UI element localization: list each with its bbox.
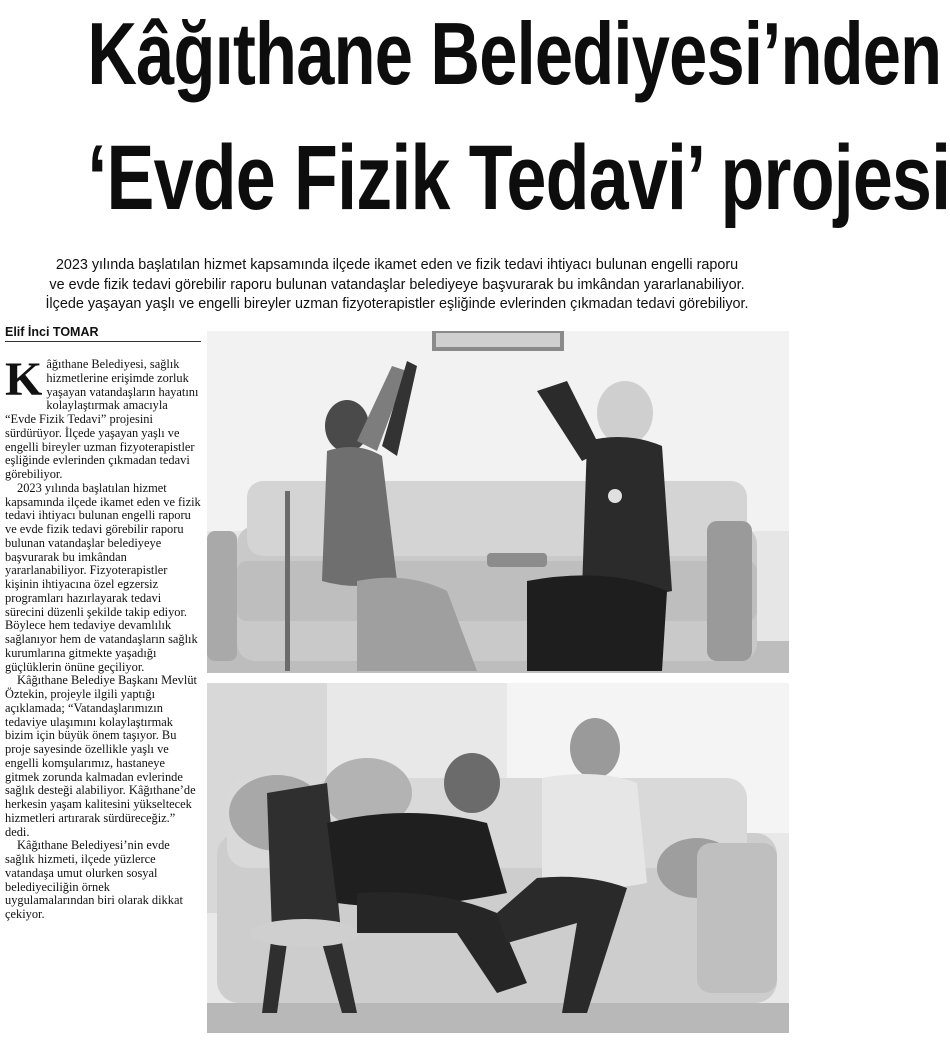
deck-summary: [10, 256, 784, 315]
paragraph-3: Kâğıthane Belediye Başkanı Mevlüt Öztekin, projeyle ilgili yaptığı açıklamada; “Vatandaşlarımızın tedaviye ulaşımını kolaylaştırmak bizim için büyük önem taşıyor. Bu proje sayesinde özellikle yaşlı ve engelli komşularımız, hastaneye gitmek zorunda kalmadan evlerinde sağlık desteği alabiliyor. Kâğıthane’de herkesin yaşam kalitesini yükseltecek hizmetleri artırarak sürdüreceğiz.” dedi.: [5, 673, 197, 839]
deck-line-1: 2023 yılında başlatılan hizmet kapsamında ilçede ikamet eden ve fizik tedavi ihtiyacı bulunan engelli raporu: [55, 257, 739, 273]
photo-physiotherapist-session: [207, 683, 789, 1033]
article-body: [5, 353, 201, 922]
photo-women-exercising: [207, 331, 789, 673]
byline: Elif İnci TOMAR: [5, 325, 201, 342]
headline-line-2: ‘Evde Fizik Tedavi’ projesi: [87, 127, 950, 229]
deck-line-3: İlçede yaşayan yaşlı ve engelli bireyler uzman fizyoterapistler eşliğinde evlerinden çıkmadan tedavi görebiliyor.: [45, 296, 749, 312]
dropcap: K: [5, 353, 43, 406]
paragraph-1-text: âğıthane Belediyesi, sağlık hizmetlerine erişimde zorluk yaşayan vatandaşların hayatını kolaylaştırmak amacıyla “Evde Fizik Tedavi” projesini sürdürüyor. İlçede yaşayan yaşlı ve engelli bireyler uzman fizyoterapistler eşliğinde evlerinden çıkmadan tedavi görebiliyor.: [5, 357, 199, 481]
paragraph-1: [5, 353, 201, 482]
deck-line-2: ve evde fizik tedavi görebilir raporu bulunan vatandaşlar belediyeye başvurarak bu imkândan yararlanabiliyor.: [49, 276, 745, 293]
paragraph-4: Kâğıthane Belediyesi’nin evde sağlık hizmeti, ilçede yüzlerce vatandaşa umut olurken sosyal belediyeciliğin örnek uygulamalarından biri olarak dikkat çekiyor.: [5, 838, 183, 921]
paragraph-2: 2023 yılında başlatılan hizmet kapsamında ilçede ikamet eden ve fizik tedavi ihtiyacı bulunan engelli raporu ve evde fizik tedavi görebilir raporu bulunan vatandaşlar belediyeye başvurarak bu imkândan yararlanabiliyor. Fizyoterapistler kişinin ihtiyacına özel egzersiz programları hazırlayarak tedavi sürecini düzenli şekilde takip ediyor. Böylece hem tedaviye devamlılık sağlanıyor hem de vatandaşların sağlık kurumlarına gitmekte yaşadığı güçlüklerin önüne geçiliyor.: [5, 480, 201, 674]
headline-line-1: Kâğıthane Belediyesi’nden: [87, 4, 942, 103]
